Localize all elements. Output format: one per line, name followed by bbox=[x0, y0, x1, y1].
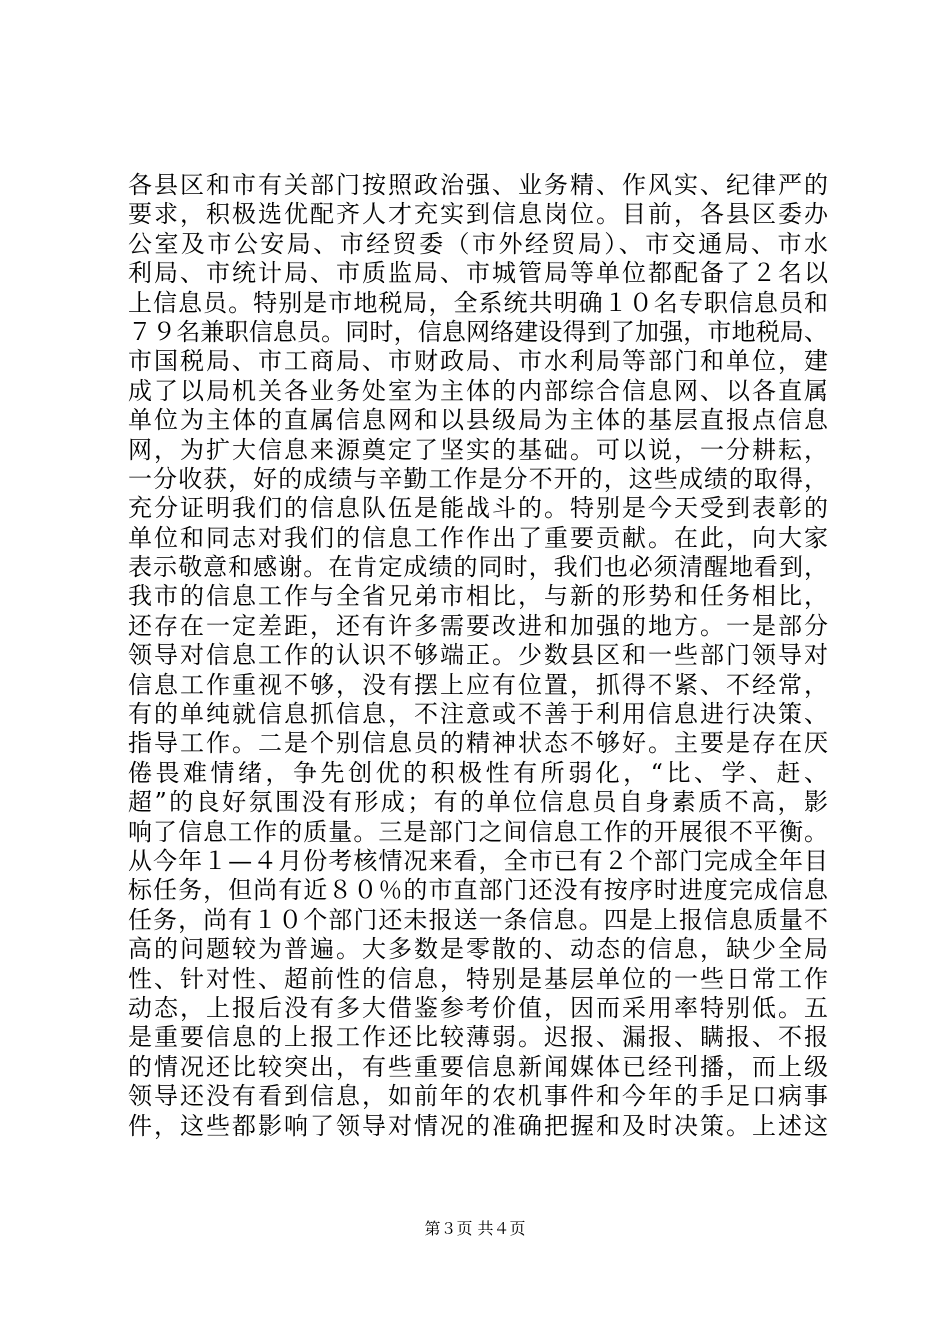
text-line: 充分证明我们的信息队伍是能战斗的。特别是今天受到表彰的 bbox=[128, 494, 828, 523]
text-line: 表示敬意和感谢。在肯定成绩的同时，我们也必须清醒地看到， bbox=[128, 553, 828, 582]
text-line: 的情况还比较突出，有些重要信息新闻媒体已经刊播，而上级 bbox=[128, 1052, 828, 1081]
text-line: 从今年１—４月份考核情况来看，全市已有２个部门完成全年目 bbox=[128, 846, 828, 875]
text-line: 超”的良好氛围没有形成；有的单位信息员自身素质不高，影 bbox=[128, 788, 828, 817]
text-line: 各县区和市有关部门按照政治强、业务精、作风实、纪律严的 bbox=[128, 171, 828, 199]
text-line: ７９名兼职信息员。同时，信息网络建设得到了加强，市地税局、 bbox=[128, 317, 828, 346]
text-line: 我市的信息工作与全省兄弟市相比，与新的形势和任务相比， bbox=[128, 582, 828, 611]
text-line: 市国税局、市工商局、市财政局、市水利局等部门和单位，建 bbox=[128, 347, 828, 376]
text-line: 任务，尚有１０个部门还未报送一条信息。四是上报信息质量不 bbox=[128, 905, 828, 934]
text-line: 性、针对性、超前性的信息，特别是基层单位的一些日常工作 bbox=[128, 964, 828, 993]
text-line: 标任务，但尚有近８０％的市直部门还没有按序时进度完成信息 bbox=[128, 876, 828, 905]
text-line: 指导工作。二是个别信息员的精神状态不够好。主要是存在厌 bbox=[128, 729, 828, 758]
text-line: 要求，积极选优配齐人才充实到信息岗位。目前，各县区委办 bbox=[128, 200, 828, 229]
text-line: 单位为主体的直属信息网和以县级局为主体的基层直报点信息 bbox=[128, 406, 828, 435]
text-line: 成了以局机关各业务处室为主体的内部综合信息网、以各直属 bbox=[128, 376, 828, 405]
text-line: 单位和同志对我们的信息工作作出了重要贡献。在此，向大家 bbox=[128, 523, 828, 552]
text-line: 领导对信息工作的认识不够端正。少数县区和一些部门领导对 bbox=[128, 641, 828, 670]
document-body bbox=[128, 171, 828, 1141]
text-line: 上信息员。特别是市地税局，全系统共明确１０名专职信息员和 bbox=[128, 288, 828, 317]
text-line: 高的问题较为普遍。大多数是零散的、动态的信息，缺少全局 bbox=[128, 935, 828, 964]
text-line: 利局、市统计局、市质监局、市城管局等单位都配备了２名以 bbox=[128, 259, 828, 288]
page-footer: 第３页 共４页 bbox=[424, 1219, 526, 1238]
text-line: 有的单纯就信息抓信息，不注意或不善于利用信息进行决策、 bbox=[128, 700, 828, 729]
text-line: 还存在一定差距，还有许多需要改进和加强的地方。一是部分 bbox=[128, 611, 828, 640]
text-line: 是重要信息的上报工作还比较薄弱。迟报、漏报、瞒报、不报 bbox=[128, 1023, 828, 1052]
text-line: 公室及市公安局、市经贸委（市外经贸局）、市交通局、市水 bbox=[128, 229, 828, 258]
text-line: 信息工作重视不够，没有摆上应有位置，抓得不紧、不经常， bbox=[128, 670, 828, 699]
text-line: 响了信息工作的质量。三是部门之间信息工作的开展很不平衡。 bbox=[128, 817, 828, 846]
text-line: 网，为扩大信息来源奠定了坚实的基础。可以说，一分耕耘， bbox=[128, 435, 828, 464]
text-line: 件，这些都影响了领导对情况的准确把握和及时决策。上述这 bbox=[128, 1111, 828, 1140]
text-line: 倦畏难情绪，争先创优的积极性有所弱化，“比、学、赶、 bbox=[128, 758, 828, 787]
text-line: 一分收获，好的成绩与辛勤工作是分不开的，这些成绩的取得， bbox=[128, 464, 828, 493]
text-line: 动态，上报后没有多大借鉴参考价值，因而采用率特别低。五 bbox=[128, 993, 828, 1022]
text-line: 领导还没有看到信息，如前年的农机事件和今年的手足口病事 bbox=[128, 1082, 828, 1111]
